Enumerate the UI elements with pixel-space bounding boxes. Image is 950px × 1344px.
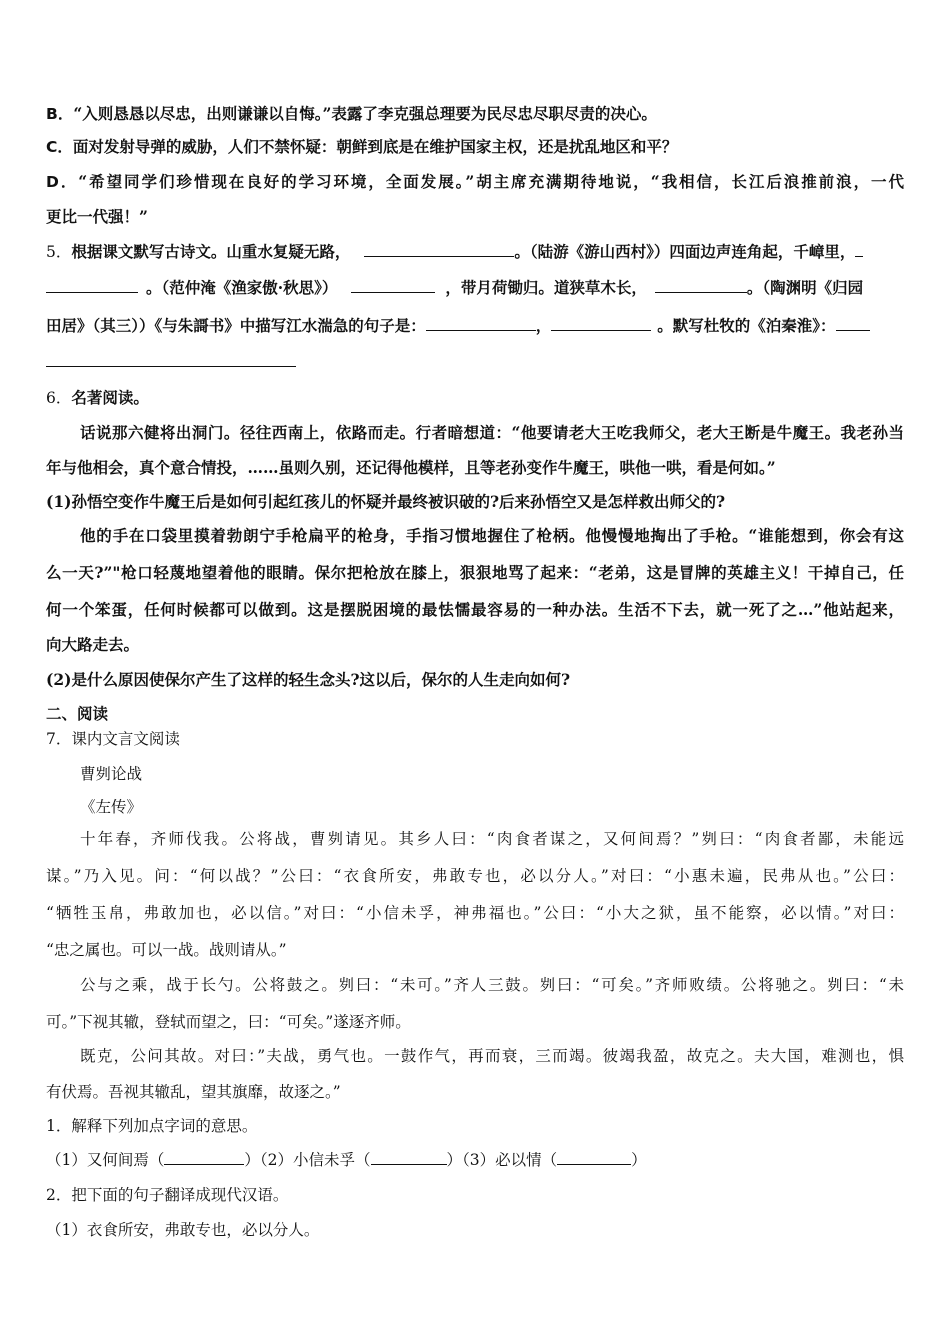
q7-passage-p1-line3: “牺牲玉帛，弗敢加也，必以信。”对曰：“小信未孚，神弗福也。”公曰：“小大之狱，虽不能察，必以情。”对曰：	[46, 904, 904, 922]
q5-blank-2b[interactable]	[46, 278, 138, 293]
option-b-letter: B．	[46, 105, 74, 123]
q7-sq1-close: ）	[631, 1151, 647, 1169]
q7-passage-p2-line1: 公与之乘，战于长勺。公将鼓之。刿曰：“未可。”齐人三鼓。刿曰：“可矣。”齐师败绩。公将驰之。刿曰：“未	[80, 976, 904, 994]
option-c-text: 面对发射导弹的威胁，人们不禁怀疑：朝鲜到底是在维护国家主权，还是扰乱地区和平？	[72, 137, 678, 156]
q5-line1	[46, 242, 863, 262]
q7-subquestion-1-items	[46, 1150, 647, 1170]
q5-blank-4[interactable]	[655, 278, 747, 293]
q5-line3	[46, 316, 870, 336]
q7-heading	[46, 729, 180, 749]
q6-passage2-line3: 何一个笨蛋，任何时候都可以做到。这是摆脱困境的最怯懦最容易的一种办法。生活不下去，就一死了之…”他站起来，	[46, 600, 904, 619]
q5-text-2a: 。（范仲淹《渔家傲·秋思》）	[146, 278, 338, 297]
q5-blank-7a[interactable]	[836, 316, 870, 331]
option-c	[46, 137, 677, 157]
q5-blank-7b[interactable]	[46, 352, 296, 367]
q6-passage2-line1: 他的手在口袋里摸着勃朗宁手枪扁平的枪身，手指习惯地握住了枪柄。他慢慢地掏出了手枪。“谁能想到，你会有这	[80, 526, 904, 545]
q7-passage-p2-line2: 可。”下视其辙，登轼而望之，曰：“可矣。”遂逐齐师。	[46, 1013, 411, 1031]
section-2-title: 二、阅读	[46, 704, 109, 723]
q7-sq1-item3-label: ）（3）必以情（	[446, 1151, 558, 1169]
q7-subquestion-1: 1．解释下列加点字词的意思。	[46, 1117, 258, 1135]
q6-passage2-line2: 么一天?”"枪口轻蔑地望着他的眼睛。保尔把枪放在膝上，狠狠地骂了起来：“老弟，这是冒牌的英雄主义！干掉自己，任	[46, 563, 904, 582]
option-c-letter: C．	[46, 138, 73, 156]
q7-title: 课内文言文阅读	[71, 730, 180, 748]
option-d-text1: “希望同学们珍惜现在良好的学习环境，全面发展。”胡主席充满期待地说，“我相信，长江后浪推前浪，一代	[78, 172, 904, 191]
q5-line2	[46, 278, 863, 298]
q7-sq1-blank-3[interactable]	[557, 1150, 631, 1165]
q5-text-3b: ，	[535, 316, 552, 335]
q6-passage2-line4: 向大路走去。	[46, 635, 140, 654]
q6-passage1-line2: 年与他相会，真个意合情投，……虽则久别，还记得他模样，且等老孙变作牛魔王，哄他一哄，看是何如。”	[46, 458, 776, 477]
q7-number: 7．	[46, 730, 72, 748]
q7-work-title: 曹刿论战	[80, 765, 143, 783]
q6-subquestion-2: (2)是什么原因使保尔产生了这样的轻生念头?这以后，保尔的人生走向如何?	[46, 670, 571, 689]
q6-passage1-line1: 话说那六健将出洞门。径往西南上，依路而走。行者暗想道：“他要请老大王吃我师父，老大王断是牛魔王。我老孙当	[80, 423, 904, 442]
q7-passage-p3-line1: 既克，公问其故。对曰：”夫战，勇气也。一鼓作气，再而衰，三而竭。彼竭我盈，故克之。夫大国，难测也，惧	[80, 1047, 904, 1065]
q7-sq1-blank-1[interactable]	[164, 1150, 244, 1165]
option-b-text: “入则恳恳以尽忠，出则谦谦以自悔。”表露了李克强总理要为民尽忠尽职尽责的决心。	[73, 104, 657, 123]
q7-sq1-item2-label: ）（2）小信未孚（	[244, 1151, 371, 1169]
q6-title: 名著阅读。	[71, 388, 149, 407]
q7-passage-p1-line4: “忠之属也。可以一战。战则请从。”	[46, 941, 287, 959]
q5-blank-3[interactable]	[351, 278, 435, 293]
q7-sq1-blank-2[interactable]	[371, 1150, 447, 1165]
q5-text-1b: 。（陆游《游山西村》）四面边声连角起，千嶂里，	[514, 242, 856, 261]
q5-text-3c: 。默写杜牧的《泊秦淮》：	[657, 316, 836, 335]
option-b	[46, 104, 657, 124]
q5-text-2b: ，带月荷锄归。道狭草木长，	[445, 278, 647, 297]
q7-passage-p3-line2: 有伏焉。吾视其辙乱，望其旗靡，故逐之。”	[46, 1083, 341, 1101]
q6-number: 6．	[46, 389, 72, 407]
q7-source: 《左传》	[80, 798, 143, 816]
q5-number: 5．	[46, 243, 72, 261]
q5-blank-6[interactable]	[551, 316, 651, 331]
q7-sq1-item1-label: （1）又何间焉（	[46, 1151, 165, 1169]
option-d-line2: 更比一代强！”	[46, 207, 148, 226]
q5-text-2c: 。（陶渊明《归园	[746, 278, 864, 297]
q5-text-1a: 根据课文默写古诗文。山重水复疑无路，	[71, 242, 351, 261]
q7-passage-p1-line1: 十年春，齐师伐我。公将战，曹刿请见。其乡人曰：“肉食者谋之，又何间焉？”刿曰：“肉食者鄙，未能远	[80, 830, 904, 848]
q7-passage-p1-line2: 谋。”乃入见。问：“何以战？”公曰：“衣食所安，弗敢专也，必以分人。”对曰：“小惠未遍，民弗从也。”公曰：	[46, 867, 904, 885]
q5-blank-2a[interactable]	[855, 242, 863, 257]
option-d-line1	[46, 172, 904, 192]
q5-line4	[46, 352, 296, 372]
q5-text-3a: 田居》（其三））《与朱謌书》中描写江水湍急的句子是：	[46, 316, 426, 335]
q7-subquestion-2: 2．把下面的句子翻译成现代汉语。	[46, 1186, 289, 1204]
q5-blank-5[interactable]	[426, 316, 536, 331]
q6-heading	[46, 388, 149, 408]
option-d-letter: D．	[46, 173, 79, 191]
q5-blank-1[interactable]	[364, 242, 514, 257]
q6-subquestion-1: (1)孙悟空变作牛魔王后是如何引起红孩儿的怀疑并最终被识破的?后来孙悟空又是怎样救出师父的?	[46, 492, 726, 511]
q7-subquestion-2-item-1: （1）衣食所安，弗敢专也，必以分人。	[46, 1221, 320, 1239]
